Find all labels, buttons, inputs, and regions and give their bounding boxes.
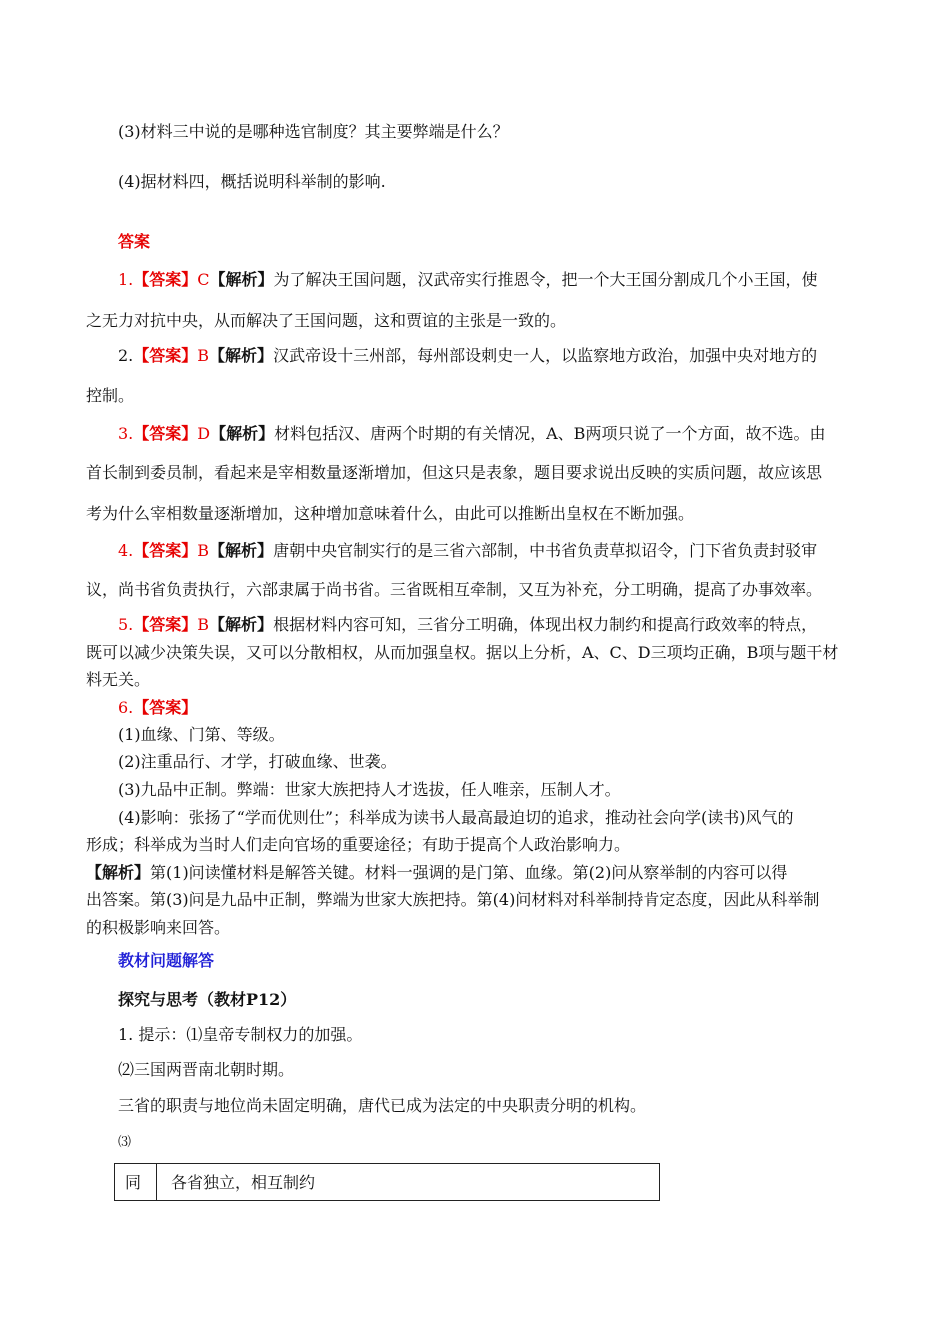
answer-choice: C <box>197 270 210 289</box>
textbook-line: 1. 提示：⑴皇帝专制权力的加强。 <box>118 1025 363 1044</box>
answer-label: 【答案】 <box>133 541 198 560</box>
answer-4-cont: 议，尚书省负责执行，六部隶属于尚书省。三省既相互牵制，又互为补充，分工明确，提高了办事效率。 <box>86 580 823 599</box>
analysis-label: 【解析】 <box>210 424 275 443</box>
answer-5-cont: 既可以减少决策失误，又可以分散相权，从而加强皇权。据以上分析，A、C、D三项均正确，B项与题干材 <box>86 643 839 662</box>
answer-5 <box>118 615 817 635</box>
answer-3 <box>118 424 825 444</box>
answer-choice: B <box>197 346 210 365</box>
answer-choice: B <box>197 615 210 634</box>
table-head-cell <box>115 1164 157 1200</box>
answer-label: 【答案】 <box>133 270 198 289</box>
answer-text: 材料包括汉、唐两个时期的有关情况，A、B两项只说了一个方面，故不选。由 <box>274 424 826 443</box>
textbook-heading: 教材问题解答 <box>118 951 215 970</box>
answer-6-part-2: (2)注重品行、才学，打破血缘、世袭。 <box>118 752 397 771</box>
answer-3-cont: 首长制到委员制，看起来是宰相数量逐渐增加，但这只是表象，题目要求说出反映的实质问题，故应该思 <box>86 463 823 482</box>
answer-text: 唐朝中央官制实行的是三省六部制，中书省负责草拟诏令，门下省负责封驳审 <box>273 541 818 560</box>
answer-6-part-3: (3)九品中正制。弊端：世家大族把持人才选拔，任人唯亲，压制人才。 <box>118 780 621 799</box>
table-cell-text: 各省独立，相互制约 <box>171 1173 316 1192</box>
answer-label: 【答案】 <box>133 424 198 443</box>
answer-number: 3. <box>118 424 134 443</box>
answer-6-part-1: (1)血缘、门第、等级。 <box>118 725 285 744</box>
answer-heading: 答案 <box>118 232 151 251</box>
answer-3-cont: 考为什么宰相数量逐渐增加，这种增加意味着什么，由此可以推断出皇权在不断加强。 <box>86 504 695 523</box>
analysis-label: 【解析】 <box>209 346 274 365</box>
answer-5-cont: 料无关。 <box>86 670 151 689</box>
question-4: (4)据材料四，概括说明科举制的影响. <box>118 172 386 191</box>
answer-number: 6. <box>118 698 134 717</box>
textbook-line: 三省的职责与地位尚未固定明确，唐代已成为法定的中央职责分明的机构。 <box>118 1096 647 1115</box>
analysis-label: 【解析】 <box>86 863 151 882</box>
textbook-line: ⑵三国两晋南北朝时期。 <box>118 1060 295 1079</box>
answer-1-cont: 之无力对抗中央，从而解决了王国问题，这和贾谊的主张是一致的。 <box>86 311 567 330</box>
answer-6-analysis <box>86 863 787 883</box>
answer-label: 【答案】 <box>133 346 198 365</box>
answer-label: 【答案】 <box>133 698 198 717</box>
answer-number: 4. <box>118 541 134 560</box>
answer-number: 2. <box>118 346 134 365</box>
answer-6-analysis-cont: 出答案。第(3)问是九品中正制，弊端为世家大族把持。第(4)问材料对科举制持肯定态度，因此从科举制 <box>86 890 820 909</box>
analysis-label: 【解析】 <box>209 615 274 634</box>
answer-number: 5. <box>118 615 134 634</box>
comparison-table <box>114 1163 660 1201</box>
analysis-text: 第(1)问读懂材料是解答关键。材料一强调的是门第、血缘。第(2)问从察举制的内容可以得 <box>150 863 788 882</box>
answer-1 <box>118 270 818 290</box>
answer-2 <box>118 346 817 366</box>
answer-choice: D <box>197 424 211 443</box>
answer-number: 1. <box>118 270 134 289</box>
answer-choice: B <box>197 541 210 560</box>
textbook-line: ⑶ <box>118 1135 132 1150</box>
analysis-label: 【解析】 <box>209 541 274 560</box>
answer-6 <box>118 698 197 718</box>
textbook-subheading: 探究与思考（教材P12） <box>118 990 297 1009</box>
question-3: (3)材料三中说的是哪种选官制度？其主要弊端是什么？ <box>118 122 509 141</box>
answer-6-analysis-cont: 的积极影响来回答。 <box>86 918 231 937</box>
answer-4 <box>118 541 817 561</box>
answer-text: 汉武帝设十三州部，每州部设刺史一人，以监察地方政治，加强中央对地方的 <box>273 346 818 365</box>
answer-6-part-4: (4)影响：张扬了“学而优则仕”；科举成为读书人最高最迫切的追求，推动社会向学(读书)风气的 <box>118 808 794 827</box>
answer-label: 【答案】 <box>133 615 198 634</box>
answer-2-cont: 控制。 <box>86 386 135 405</box>
answer-6-part-4-cont: 形成；科举成为当时人们走向官场的重要途径；有助于提高个人政治影响力。 <box>86 835 631 854</box>
analysis-label: 【解析】 <box>209 270 274 289</box>
table-head-text: 同 <box>125 1173 142 1192</box>
answer-text: 为了解决王国问题，汉武帝实行推恩令，把一个大王国分割成几个小王国，使 <box>273 270 818 289</box>
answer-text: 根据材料内容可知，三省分工明确，体现出权力制约和提高行政效率的特点， <box>273 615 818 634</box>
